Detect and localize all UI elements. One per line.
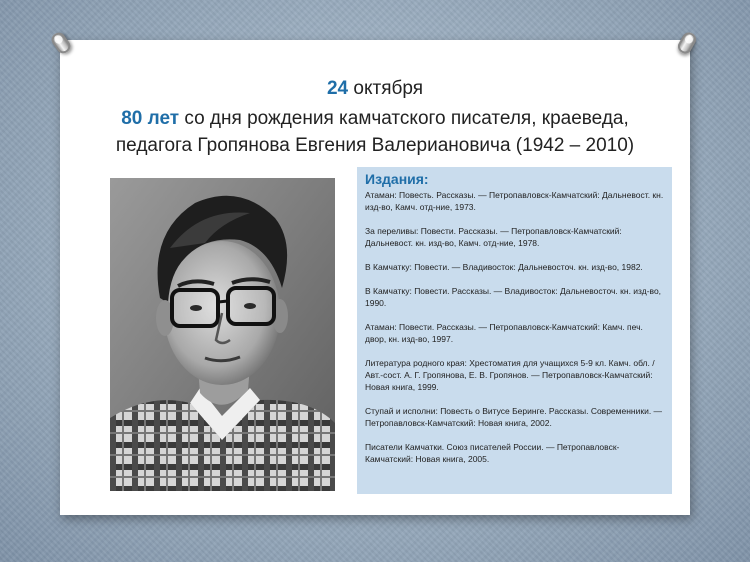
publication-item: Ступай и исполни: Повесть о Витусе Беринге. Рассказы. Современники. — Петропавловск-Камчатский: Новая книга, 2002.: [365, 406, 663, 428]
publication-item: Атаман: Повести. Рассказы. — Петропавловск-Камчатский: Камч. печ. двор, кн. изд-во, 1997.: [365, 322, 643, 344]
publication-item: Атаман: Повесть. Рассказы. — Петропавловск-Камчатский: Дальневост. кн. изд-во, Камч. отд-ние, 1973.: [365, 190, 664, 212]
publication-item: Писатели Камчатки. Союз писателей России. — Петропавловск-Камчатский: Новая книга, 2005.: [365, 442, 620, 464]
date-line: [60, 76, 690, 102]
publications-heading: Издания:: [365, 171, 429, 187]
anniversary-line: [60, 106, 690, 132]
publications-panel: [357, 167, 672, 494]
publication-item: В Камчатку: Повести. — Владивосток: Дальневосточ. кн. изд-во, 1982.: [365, 262, 643, 272]
date-number: 24: [326, 78, 349, 99]
publication-item: За переливы: Повести. Рассказы. — Петропавловск-Камчатский: Дальневост. кн. изд-во, Камч. отд-ние, 1978.: [365, 226, 622, 248]
date-month: октября: [348, 78, 424, 99]
publication-item: В Камчатку: Повести. Рассказы. — Владивосток: Дальневосточ. кн. изд-во, 1990.: [365, 286, 662, 308]
anniversary-text: со дня рождения камчатского писателя, краеведа,: [179, 108, 629, 129]
writer-name-line: педагога Гропянова Евгения Валериановича (1942 – 2010): [115, 135, 635, 156]
writer-portrait-photo: [110, 178, 335, 491]
publication-item: Литература родного края: Хрестоматия для учащихся 5-9 кл. Камч. обл. / Авт.-сост. А. Г. Гропянова, Е. В. Гропянов. — Петропавловск-Камчатский: Новая книга, 1999.: [365, 358, 655, 392]
anniversary-years: 80 лет: [121, 108, 180, 129]
portrait-illustration: [110, 178, 335, 491]
